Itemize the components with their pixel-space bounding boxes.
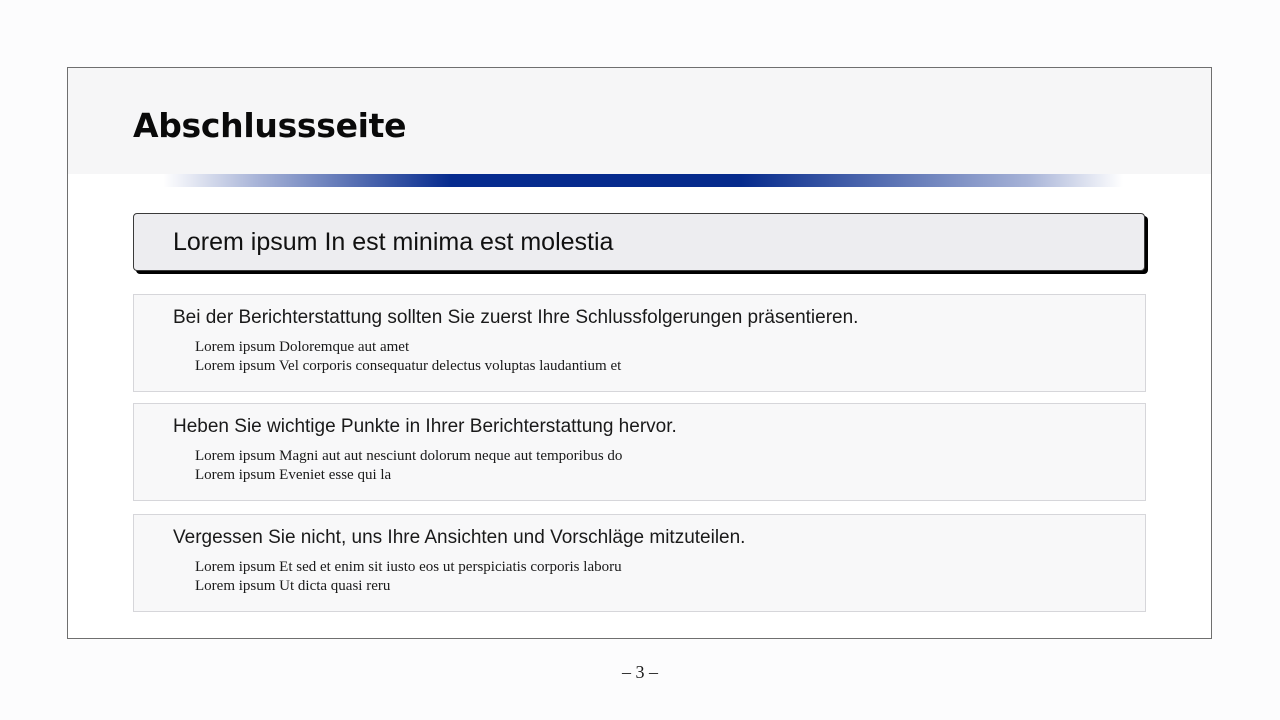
content-card — [133, 514, 1146, 612]
card-heading: Bei der Berichterstattung sollten Sie zuerst Ihre Schlussfolgerungen präsentieren. — [173, 307, 859, 328]
content-card — [133, 294, 1146, 392]
card-line: Lorem ipsum Vel corporis consequatur delectus voluptas laudantium et — [195, 358, 622, 374]
card-line: Lorem ipsum Magni aut aut nesciunt dolorum neque aut temporibus do — [195, 448, 623, 464]
card-heading: Heben Sie wichtige Punkte in Ihrer Berichterstattung hervor. — [173, 416, 677, 437]
card-line: Lorem ipsum Ut dicta quasi reru — [195, 578, 391, 594]
card-line: Lorem ipsum Et sed et enim sit iusto eos ut perspiciatis corporis laboru — [195, 559, 622, 575]
subtitle-text: Lorem ipsum In est minima est molestia — [173, 228, 614, 256]
page-number: – 3 – — [622, 662, 658, 682]
content-card — [133, 403, 1146, 501]
slide-title: Abschlussseite — [133, 106, 407, 145]
card-line: Lorem ipsum Doloremque aut amet — [195, 339, 410, 355]
slide — [67, 67, 1212, 639]
card-heading: Vergessen Sie nicht, uns Ihre Ansichten und Vorschläge mitzuteilen. — [173, 527, 746, 548]
card-line: Lorem ipsum Eveniet esse qui la — [195, 467, 392, 483]
subtitle-box — [133, 213, 1145, 271]
accent-divider — [163, 174, 1123, 187]
